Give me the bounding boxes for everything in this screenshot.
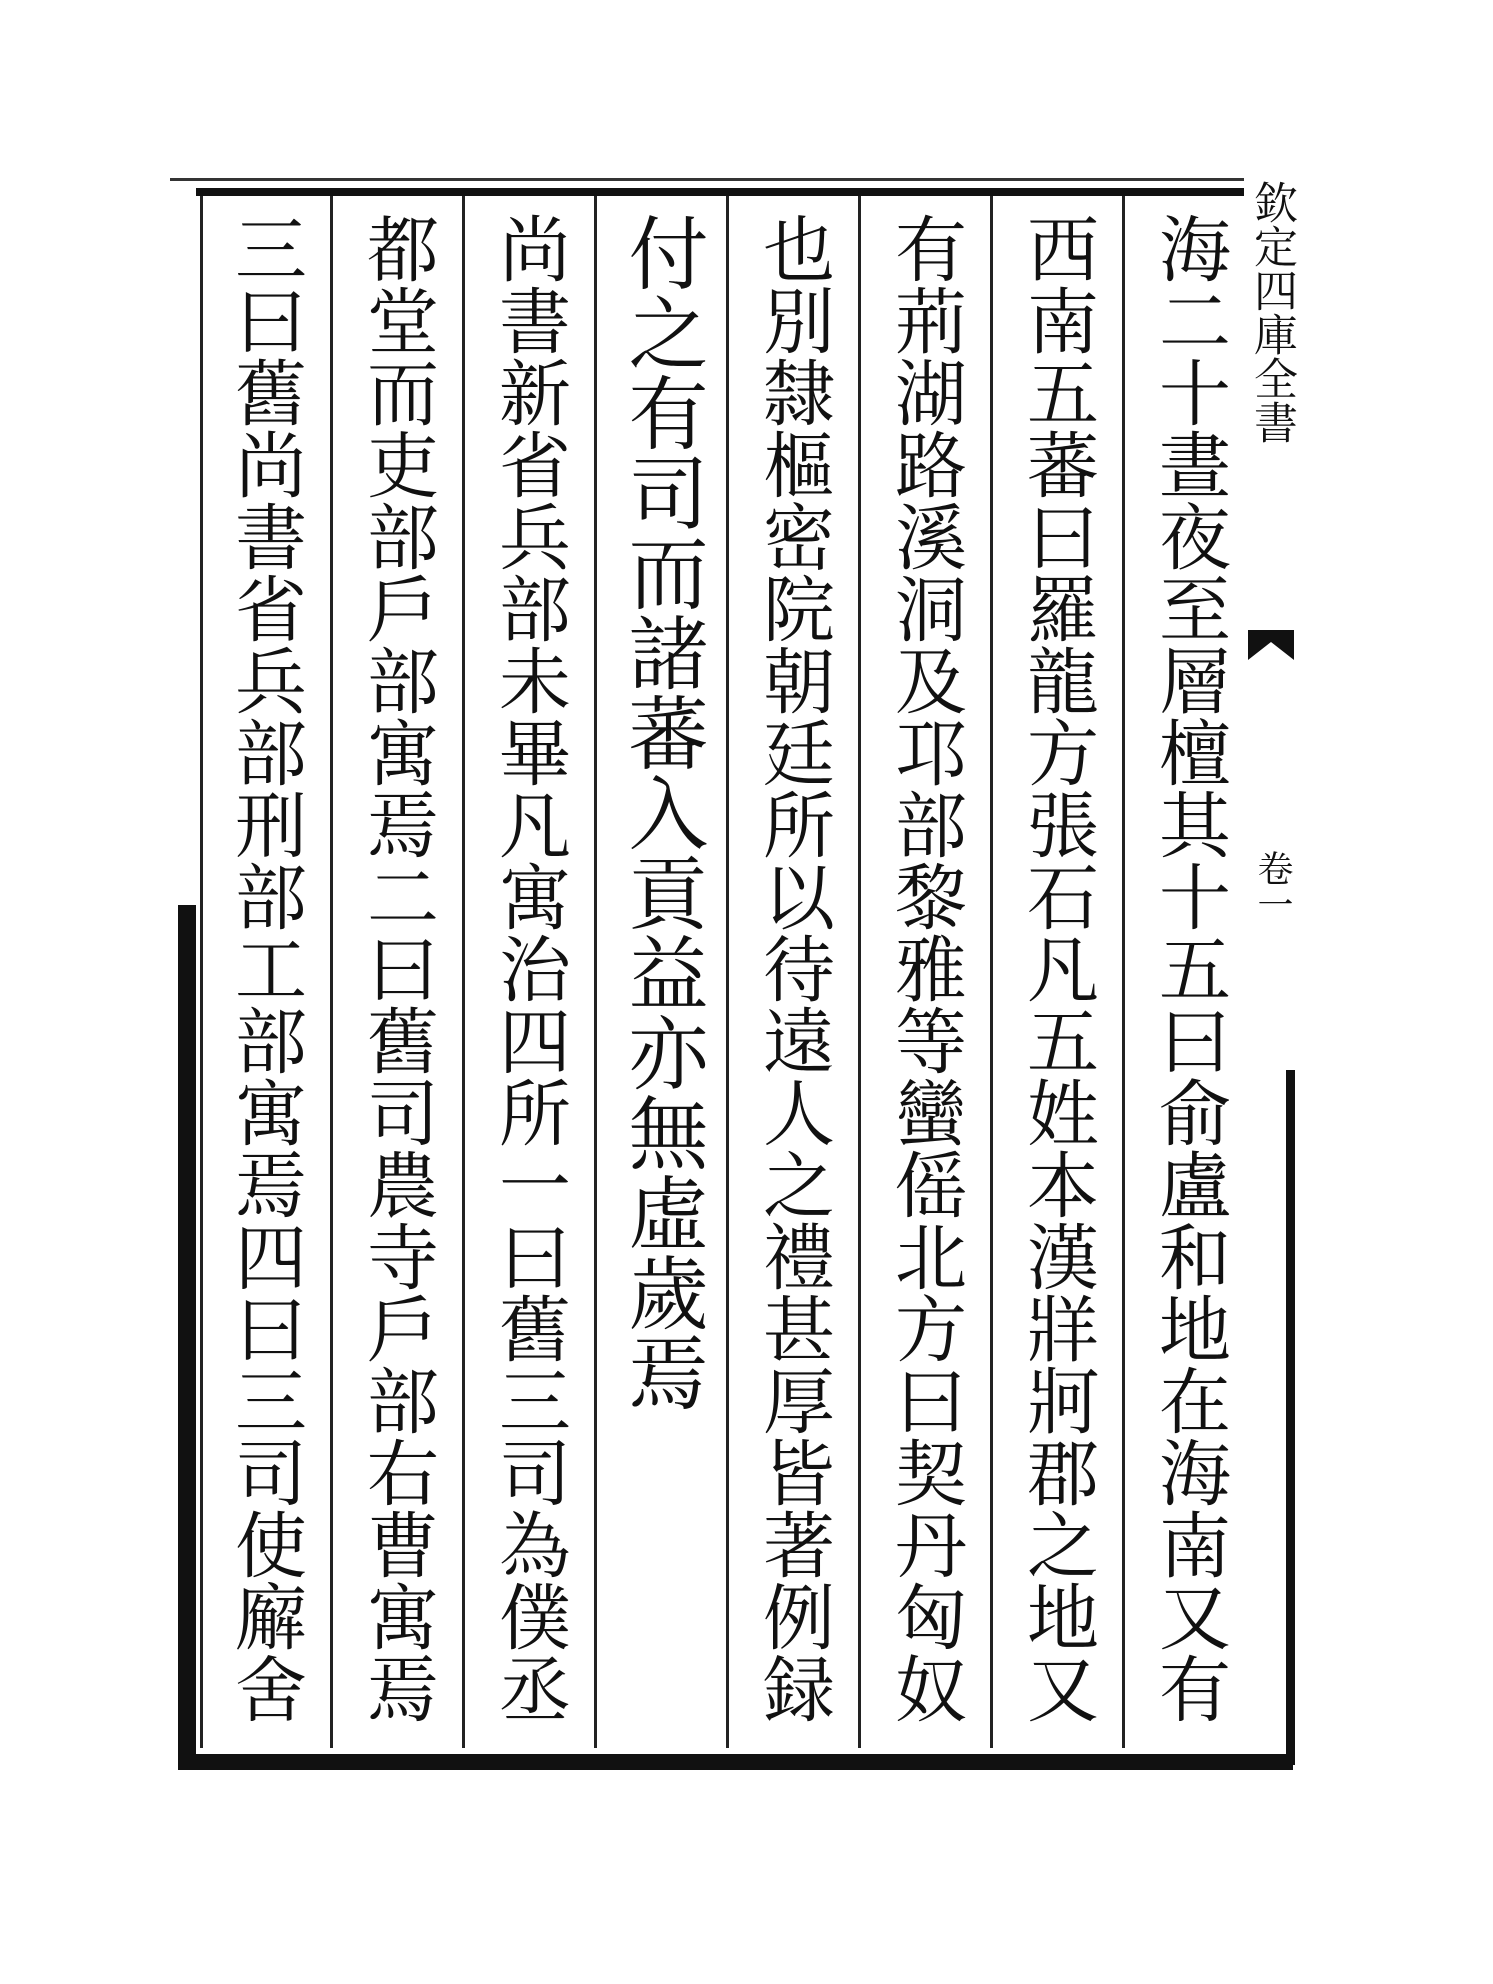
frame-left-border (178, 905, 196, 1770)
column-text: 都堂而吏部戶部寓焉二曰舊司農寺戶部右曹寓焉 (355, 212, 439, 1724)
column-rule (330, 196, 333, 1748)
column-text: 尚書新省兵部未畢凡寓治四所一曰舊三司為僕丞 (487, 212, 571, 1724)
frame-top-line (170, 178, 1293, 181)
column-text: 有荊湖路溪洞及邛部黎雅等蠻傜北方曰契丹匈奴 (883, 212, 967, 1724)
column-rule (462, 196, 465, 1748)
text-column-8 (206, 212, 324, 1742)
column-text: 也別隸樞密院朝廷所以待遠人之禮甚厚皆著例録 (751, 212, 835, 1724)
text-column-5 (602, 212, 720, 1742)
frame-left-line (200, 196, 203, 1748)
column-text: 西南五蕃曰羅龍方張石凡五姓本漢牂牁郡之地又 (1015, 212, 1099, 1724)
text-column-1 (1130, 212, 1248, 1742)
margin-volume: 卷一 (1252, 850, 1293, 922)
text-column-7 (338, 212, 456, 1742)
column-rule (594, 196, 597, 1748)
column-rule (990, 196, 993, 1748)
column-text: 海二十晝夜至層檀其十五曰俞盧和地在海南又有 (1147, 212, 1231, 1724)
column-rule (726, 196, 729, 1748)
column-rule (858, 196, 861, 1748)
frame-bottom-border (180, 1754, 1293, 1770)
text-column-3 (866, 212, 984, 1742)
column-text: 付之有司而諸蕃入貢益亦無虛歲焉 (615, 212, 708, 1412)
text-column-4 (734, 212, 852, 1742)
text-column-2 (998, 212, 1116, 1742)
column-rule (1122, 196, 1125, 1748)
margin-book-title: 欽定四庫全書 (1246, 180, 1297, 444)
column-text: 三曰舊尚書省兵部刑部工部寓焉四曰三司使廨舍 (223, 212, 307, 1724)
text-column-6 (470, 212, 588, 1742)
frame-top-border (196, 188, 1293, 196)
